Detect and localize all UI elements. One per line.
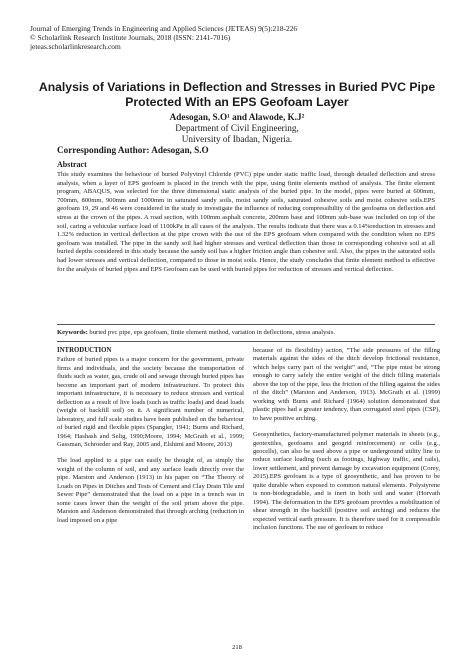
journal-website: jeteas.scholarlinkresearch.com — [30, 42, 121, 51]
keywords-top-rule — [57, 324, 435, 325]
abstract-text: This study examines the behaviour of buried Polyvinyl Chloride (PVC) pipe under static traffic load, through detailed deflection and stress analysis, when a layer of EPS geofoam is placed in the trench with the pipe, using finite elements method of analysis. The finite element program, ABAQUS, was selected for the three dimensional static analysis of the buried pipe. In the model, pipes were buried at 600mm, 700mm, 800mm, 900mm and 1000mm in saturated sandy soils, moist sandy soils, saturated cohesive soils and moist cohesive soils.EPS geofoam 19, 29 and 46 were considered in the study to investigate the influence of reducing compressibility of the geofoams on deflection and stress at the crown of the pipes. A road section, with 100mm asphalt concrete, 200mm base and 100mm sub-base was included on top of the soil, caring a vehicular surface load of 1100kPa in all cases of the analysis. The results indicate that there was a 0.14%reduction in stresses and 1.32% reduction in vertical deflection at the pipe crown with the use of the EPS geofoam when compared with the condition when no EPS geofoam was installed. The pipe in the sandy soil had higher stresses and vertical deflection than those in corresponding cohesive soil at all buried depths considered in this study because the sandy soil has a higher friction angle than cohesive soil. Also, the pipes in the saturated soils had lower stresses and vertical deflection, compared to those in moist soils. Hence, the study concludes that finite element method is effective for the analysis of buried pipes and EPS Geofoam can be used with buried pipes for reduction of stresses and vertical deflection. — [57, 171, 435, 273]
right-column — [253, 347, 440, 541]
page-number: 218 — [232, 644, 242, 651]
paragraph: because of its flexibility) action, “The side pressures of the filling materials against the sides of the ditch develop frictional resistance, which helps carry part of the weight” and, “The pipe must be strong enough to carry safely the entire weight of the ditch filling materials above the top of the pipe, less the friction of the filling against the sides of the ditch” (Marston and Anderson, 1913). McGrath et al. (1999) working with Burns and Richard (1964) solution demonstrated that plastic pipes had a greater tendency, than corrugated steel pipes (CSP), to have positive arching. — [253, 347, 440, 422]
journal-header — [30, 24, 450, 51]
paragraph: Geosynthetics, factory-manufactured polymer materials in sheets (e.g., geotextiles, geofoams and geogrid reinforcement) or cells (e.g., geocells), can also be used above a pipe or underground utility line to reduce surface loading (such as footings, highway traffic, and rails), lower settlement, and prevent damage by excavation equipment (Corey, 2015).EPS geofoam is a type of geosynthetic, and has proven to be quite durable when exposed to common natural elements. Polystyrene is non-biodegradable, and is inert in both soil and water (Horvath 1994). The deformation in the EPS geofoam provides a mobilization of shear strength in the backfill (positive soil arching) and reduces the expected vertical earth pressure. It is therefore used for it compressible inclusion functions. The use of geofoam to reduce — [253, 431, 440, 532]
journal-copyright: © Scholarlink Research Institute Journals, 2018 (ISSN: 2141-7016) — [30, 33, 231, 42]
section-heading-introduction: INTRODUCTION — [57, 347, 112, 354]
keywords-text: buried pvc pipe, eps geofoam, finite element method, variation in deflections, stress analysis. — [87, 329, 335, 336]
keywords-label: Keywords: — [57, 329, 88, 336]
keywords-bottom-rule — [57, 341, 435, 342]
journal-citation: Journal of Emerging Trends in Engineering and Applied Sciences (JETEAS) 9(5):218-226 — [30, 24, 298, 33]
left-column — [57, 347, 244, 533]
abstract-heading: Abstract — [57, 160, 87, 169]
corresponding-author: Corresponding Author: Adesogan, S.O — [57, 145, 209, 155]
author-block — [30, 112, 444, 145]
author-department: Department of Civil Engineering, — [175, 123, 299, 133]
paper-title: Analysis of Variations in Deflection and Stresses in Buried PVC Pipe Protected With an EPS Geofoam Layer — [38, 80, 436, 109]
keywords — [57, 329, 435, 338]
author-names: Adesogan, S.O¹ and Alawode, K.J² — [169, 112, 305, 122]
paragraph: Failure of buried pipes is a major concern for the government, private firms and individuals, and the society because the transportation of fluids such as water, gas, crude oil and sewage through buried pipes has become an important part of modern infrastructure. To protect this important infrastructure, it is necessary to reduce stresses and vertical deflection as a result of live loads (such as traffic loads) and dead loads (weight of backfill soil) on it. A significant number of numerical, laboratory, and full scale studies have been published on the behaviour of buried rigid and flexible pipes (Spangler, 1941; Burns and Richard, 1964; Hashash and Selig, 1990;Moore, 1994; McGrath et al., 1999; Gassman, Schroeder and Ray, 2005 and, Elshimi and Moore, 2013) — [57, 356, 244, 448]
paragraph: The load applied to a pipe can easily be thought of, as simply the weight of the column of soil, and any surface loads directly over the pipe. Marston and Anderson (1913) in his paper on “The Theory of Loads on Pipes in Ditches and Tests of Cement and Clay Drain Tile and Sewer Pipe” demonstrated that the load on a pipe in a trench was in some cases lower than the weight of the soil prism above the pipe. Marston and Anderson demonstrated that through arching (reduction in load imposed on a pipe — [57, 457, 244, 524]
author-institution: University of Ibadan, Nigeria. — [181, 134, 293, 144]
